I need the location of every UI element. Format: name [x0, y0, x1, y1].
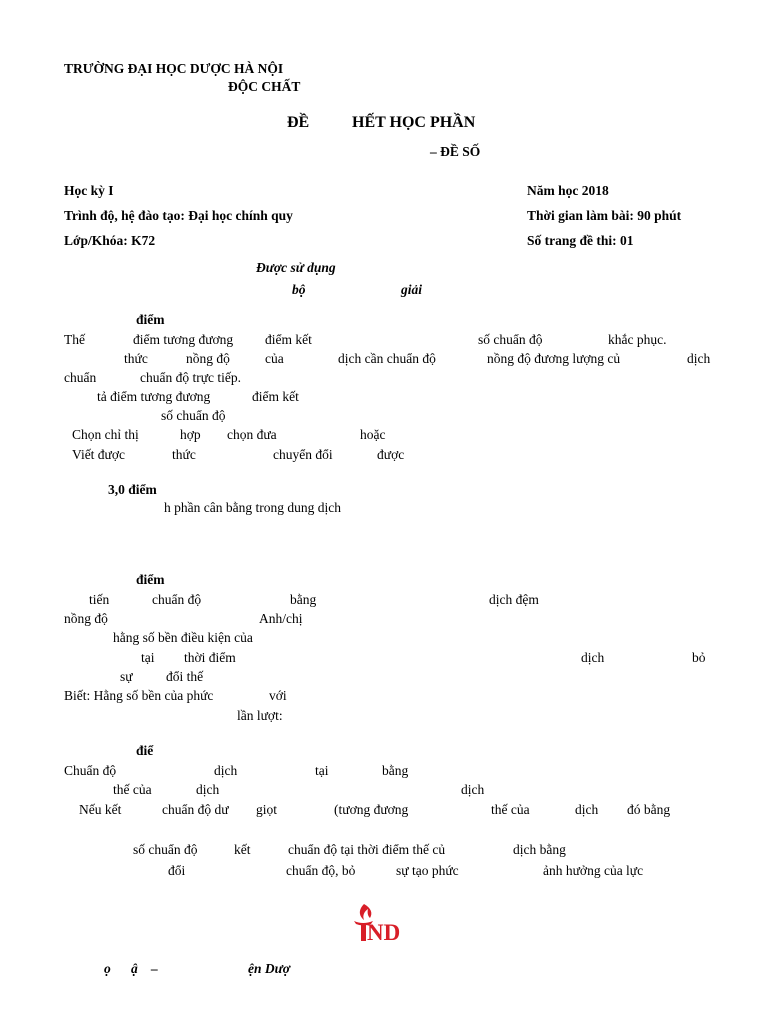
s1-text: nồng độ — [186, 351, 230, 366]
s1-text: số chuẩn độ — [478, 332, 543, 347]
instruction-line-1: Được sử dụng — [256, 260, 336, 275]
s1-text: thức — [124, 351, 148, 366]
s4-text: đổi — [168, 863, 186, 878]
s1-text: điểm kết — [265, 332, 312, 347]
s3-text: bỏ — [692, 650, 706, 665]
footer-fragment: ện Dượ — [248, 961, 290, 976]
logo-text: ND — [367, 920, 401, 944]
s4-text: dịch — [461, 782, 485, 797]
s1-text: Chọn chỉ thị — [72, 427, 139, 442]
s3-text: Biết: Hằng số bền của phức — [64, 688, 214, 703]
school-year: Năm học 2018 — [527, 183, 609, 198]
s1-text: hợp — [180, 427, 201, 442]
department-name: ĐỘC CHẤT — [228, 79, 301, 94]
s4-text: kết — [234, 842, 251, 857]
s4-text: dịch bằng — [513, 842, 566, 857]
s3-text: bằng — [290, 592, 317, 607]
school-name: TRƯỜNG ĐẠI HỌC DƯỢC HÀ NỘI — [64, 61, 284, 76]
exam-title-left: ĐỀ — [287, 114, 310, 131]
s1-text: điểm kết — [252, 389, 299, 404]
s3-text: với — [269, 688, 287, 703]
instruction-line-2b: giải — [401, 282, 423, 297]
s3-text: hằng số bền điều kiện của — [113, 630, 253, 645]
section-3-points: điểm — [136, 572, 165, 587]
s4-text: đó bằng — [627, 802, 671, 817]
s1-text: thức — [172, 447, 196, 462]
page-count: Số trang đề thi: 01 — [527, 233, 634, 248]
s4-text: giọt — [256, 802, 278, 817]
s3-text: dịch đệm — [489, 592, 539, 607]
s4-text: Chuẩn độ — [64, 763, 117, 778]
s4-text: bằng — [382, 763, 409, 778]
s1-text: tả điểm tương đương — [97, 389, 211, 404]
exam-code: – ĐỀ SỐ — [430, 144, 481, 159]
s1-text: dịch cần chuẩn độ — [338, 351, 436, 366]
footer-fragment: ọ — [104, 961, 111, 976]
s4-text: ảnh hưởng của lực — [543, 863, 644, 878]
instruction-line-2a: bộ — [292, 282, 306, 297]
s4-text: Nếu kết — [79, 802, 122, 817]
class-course: Lớp/Khóa: K72 — [64, 233, 156, 248]
s3-text: thời điểm — [184, 650, 236, 665]
footer-fragment: ậ — [131, 961, 138, 976]
s4-text: thế của — [113, 782, 152, 797]
s1-text: nồng độ đương lượng củ — [487, 351, 621, 366]
s1-text: của — [265, 351, 284, 366]
s1-text: khắc phục. — [608, 332, 667, 347]
section-4-points: điể — [136, 743, 154, 758]
s1-text: dịch — [687, 351, 711, 366]
s3-text: dịch — [581, 650, 605, 665]
section-1-points: điểm — [136, 312, 165, 327]
s3-text: tại — [141, 650, 155, 665]
duration: Thời gian làm bài: 90 phút — [527, 208, 682, 223]
s4-text: dịch — [196, 782, 220, 797]
s1-text: Viết được — [72, 447, 126, 462]
s1-text: hoặc — [360, 427, 386, 442]
training-level: Trình độ, hệ đào tạo: Đại học chính quy — [64, 208, 293, 223]
university-logo — [349, 900, 415, 944]
s3-text: sự — [120, 669, 133, 684]
s1-text: chuẩn độ trực tiếp. — [140, 370, 242, 385]
torch-icon — [349, 900, 415, 944]
s4-text: chuẩn độ tại thời điểm thế củ — [288, 842, 446, 857]
s1-text: số chuẩn độ — [161, 408, 226, 423]
s4-text: dịch — [575, 802, 599, 817]
s3-text: đổi thế — [166, 669, 204, 684]
s4-text: chuẩn độ dư — [162, 802, 229, 817]
s1-text: được — [377, 447, 405, 462]
semester: Học kỳ I — [64, 183, 114, 198]
s2-text: h phần cân bằng trong dung dịch — [164, 500, 341, 515]
s3-text: chuẩn độ — [152, 592, 202, 607]
s3-text: tiến — [89, 592, 110, 607]
s4-text: thế của — [491, 802, 530, 817]
section-2-points: 3,0 điểm — [108, 482, 157, 497]
s1-text: chuẩn — [64, 370, 97, 385]
s4-text: chuẩn độ, bỏ — [286, 863, 356, 878]
s4-text: số chuẩn độ — [133, 842, 198, 857]
s1-text: Thế — [64, 332, 85, 347]
s4-text: tại — [315, 763, 329, 778]
s4-text: (tương đương — [334, 802, 409, 817]
footer-fragment: – — [151, 961, 158, 976]
s3-text: nồng độ — [64, 611, 108, 626]
s3-text: lần lượt: — [237, 708, 283, 723]
s1-text: chuyển đổi — [273, 447, 333, 462]
s1-text: điểm tương đương — [133, 332, 234, 347]
s1-text: chọn đưa — [227, 427, 277, 442]
s4-text: dịch — [214, 763, 238, 778]
s3-text: Anh/chị — [259, 611, 303, 626]
exam-title-right: HẾT HỌC PHẦN — [352, 114, 476, 131]
s4-text: sự tạo phức — [396, 863, 459, 878]
